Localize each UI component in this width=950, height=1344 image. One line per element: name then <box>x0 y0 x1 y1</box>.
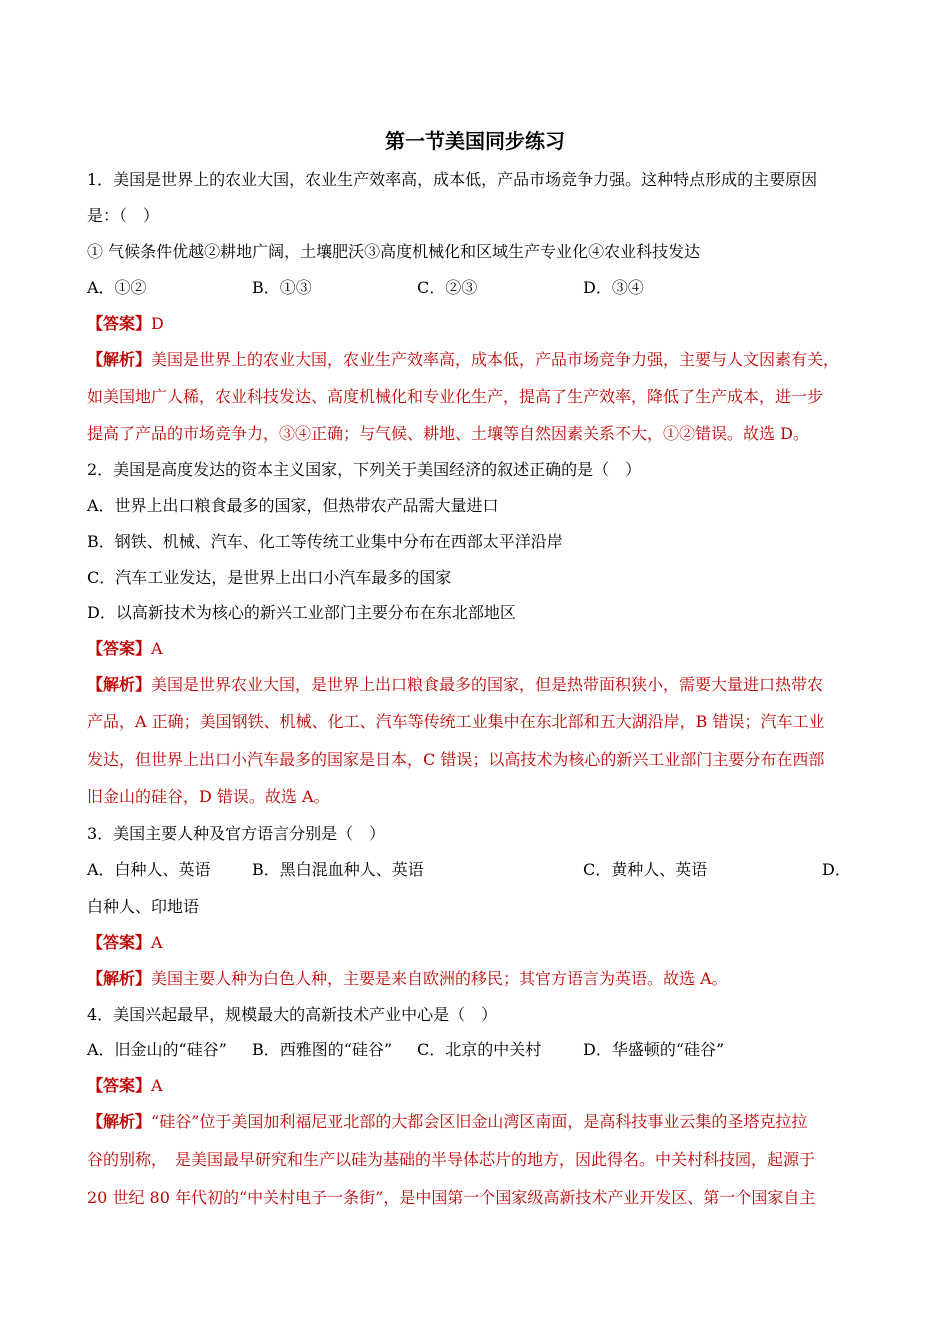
q1-analysis-line1 <box>87 348 877 372</box>
q3-option-d: D． <box>822 860 851 879</box>
analysis-tag: 【解析】 <box>87 675 152 694</box>
answer-tag: 【答案】 <box>87 639 152 658</box>
q1-analysis-line3: 提高了产品的市场竞争力，③④正确；与气候、耕地、土壤等自然因素关系不大，①②错误。故选 D。 <box>87 424 809 443</box>
q2-analysis-line2: 产品，A 正确；美国钢铁、机械、化工、汽车等传统工业集中在东北部和五大湖沿岸，B 错误；汽车工业 <box>87 712 825 731</box>
answer-tag: 【答案】 <box>87 314 152 333</box>
q3-answer <box>87 931 877 955</box>
analysis-tag: 【解析】 <box>87 1112 152 1131</box>
q4-option-b: B．西雅图的“硅谷” <box>252 1040 393 1059</box>
q4-option-a: A．旧金山的“硅谷” <box>87 1040 227 1059</box>
q4-answer <box>87 1074 877 1098</box>
answer-tag: 【答案】 <box>87 1076 152 1095</box>
q4-stem: 4．美国兴起最早，规模最大的高新技术产业中心是（ ） <box>87 1005 498 1024</box>
q3-option-b: B．黑白混血种人、英语 <box>252 860 424 879</box>
q4-analysis-text1: “硅谷”位于美国加利福尼亚北部的大都会区旧金山湾区南面，是高科技事业云集的圣塔克拉拉 <box>151 1112 808 1131</box>
q2-answer <box>87 637 877 661</box>
q1-stem-line2: 是：（ ） <box>87 206 160 225</box>
q3-option-c: C．黄种人、英语 <box>583 860 708 879</box>
q1-option-d: D．③④ <box>583 278 644 297</box>
q2-analysis-line3: 发达，但世界上出口小汽车最多的国家是日本，C 错误；以高技术为核心的新兴工业部门主要分布在西部 <box>87 750 825 769</box>
q1-analysis-text1: 美国是世界上的农业大国，农业生产效率高，成本低，产品市场竞争力强，主要与人文因素有关， <box>151 350 840 369</box>
q4-answer-value: A <box>151 1076 163 1095</box>
q2-option-b: B．钢铁、机械、汽车、化工等传统工业集中分布在西部太平洋沿岸 <box>87 532 563 551</box>
q1-option-b: B．①③ <box>252 278 312 297</box>
q4-analysis-line3: 20 世纪 80 年代初的“中关村电子一条街”，是中国第一个国家级高新技术产业开发区、第一个国家自主 <box>87 1188 816 1207</box>
analysis-tag: 【解析】 <box>87 969 152 988</box>
q1-option-c: C．②③ <box>417 278 478 297</box>
q1-analysis-line2: 如美国地广人稀，农业科技发达、高度机械化和专业化生产，提高了生产效率，降低了生产成本，进一步 <box>87 387 824 406</box>
q2-option-d: D．以高新技术为核心的新兴工业部门主要分布在东北部地区 <box>87 603 516 622</box>
q3-answer-value: A <box>151 933 163 952</box>
analysis-tag: 【解析】 <box>87 350 152 369</box>
q4-option-d: D．华盛顿的“硅谷” <box>583 1040 725 1059</box>
q3-stem: 3．美国主要人种及官方语言分别是（ ） <box>87 824 386 843</box>
q2-answer-value: A <box>151 639 163 658</box>
q2-option-a: A．世界上出口粮食最多的国家，但热带农产品需大量进口 <box>87 496 499 515</box>
q1-answer <box>87 312 877 336</box>
q4-analysis-line1 <box>87 1110 877 1134</box>
q4-analysis-line2: 谷的别称， 是美国最早研究和生产以硅为基础的半导体芯片的地方，因此得名。中关村科技园，起源于 <box>87 1150 816 1169</box>
q3-option-d-text: 白种人、印地语 <box>87 897 200 916</box>
q3-analysis-text1: 美国主要人种为白色人种，主要是来自欧洲的移民；其官方语言为英语。故选 A。 <box>151 969 728 988</box>
q3-analysis-line1 <box>87 967 877 991</box>
q1-answer-value: D <box>151 314 164 333</box>
q2-analysis-text1: 美国是世界农业大国，是世界上出口粮食最多的国家，但是热带面积狭小，需要大量进口热带农 <box>151 675 824 694</box>
q2-option-c: C．汽车工业发达，是世界上出口小汽车最多的国家 <box>87 568 452 587</box>
q1-stem-line1: 1．美国是世界上的农业大国，农业生产效率高，成本低，产品市场竞争力强。这种特点形成的主要原因 <box>87 170 818 189</box>
q3-option-a: A．白种人、英语 <box>87 860 211 879</box>
page-title: 第一节美国同步练习 <box>385 129 565 153</box>
q2-stem: 2．美国是高度发达的资本主义国家，下列关于美国经济的叙述正确的是（ ） <box>87 460 642 479</box>
q4-option-c: C．北京的中关村 <box>417 1040 542 1059</box>
q2-analysis-line4: 旧金山的硅谷，D 错误。故选 A。 <box>87 787 330 806</box>
answer-tag: 【答案】 <box>87 933 152 952</box>
q1-items: ① 气候条件优越②耕地广阔，土壤肥沃③高度机械化和区域生产专业化④农业科技发达 <box>87 242 701 261</box>
q1-option-a: A．①② <box>87 278 147 297</box>
q2-analysis-line1 <box>87 673 877 697</box>
